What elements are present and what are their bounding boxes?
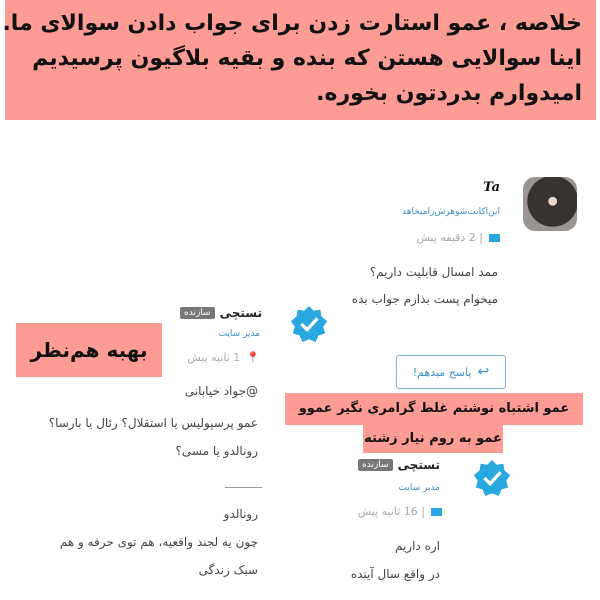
comment-time	[358, 505, 442, 518]
author-subtitle: این‌اکانت‌شوهرش‌رامیخاهد	[401, 207, 500, 217]
reply-button[interactable]	[396, 355, 506, 389]
post-line: ممد امسال قابلیت داریم؟	[369, 265, 498, 279]
summary-line: اینا سوالایی هستن که بنده و بقیه بلاگیون پرسیدیم	[32, 46, 582, 71]
author-name[interactable]: تستچی	[397, 458, 440, 472]
summary-line: خلاصه ، عمو استارت زدن برای جواب دادن سوالای ما.	[2, 11, 582, 36]
comment-header	[180, 302, 262, 321]
author-name[interactable]: Ta	[483, 180, 500, 195]
creator-badge: سازنده	[180, 307, 215, 319]
answer-line: رونالدو	[223, 507, 258, 521]
comment-time	[187, 351, 260, 364]
annotation-note: عمو به روم نیار زشته	[363, 425, 503, 453]
creator-badge: سازنده	[358, 459, 393, 471]
comment-header	[358, 454, 440, 473]
divider	[225, 487, 262, 488]
author-name[interactable]: تستچی	[219, 306, 262, 320]
annotation-note: عمو اشتباه نوشتم غلط گرامری نگیر عموو	[285, 393, 583, 425]
reply-icon: ↩	[477, 364, 490, 380]
verified-badge-icon	[473, 459, 511, 497]
comment-line: رونالدو یا مسی؟	[175, 444, 258, 458]
author-role: مدیر سایت	[398, 483, 440, 493]
post-time	[416, 231, 500, 244]
time-text: 1 ثانیه پیش	[187, 351, 241, 364]
comment-line: اره داریم	[394, 539, 440, 553]
reply-label: پاسخ میدهم!	[412, 365, 472, 379]
annotation-agree: بهبه هم‌نظر	[16, 323, 162, 377]
mention[interactable]: @جواد خیابانی	[184, 384, 258, 398]
summary-banner	[2, 0, 596, 120]
comment-line: در واقع سال آینده	[350, 567, 440, 581]
flag-icon[interactable]	[431, 508, 442, 516]
author-role: مدیر سایت	[218, 329, 260, 339]
flag-icon[interactable]	[489, 234, 500, 242]
time-text: | 2 دقیقه پیش	[416, 231, 483, 244]
avatar[interactable]	[523, 177, 577, 231]
pin-icon: 📍	[246, 351, 260, 364]
summary-line: امیدوارم بدردتون بخوره.	[316, 81, 582, 106]
comment-line: عمو پرسپولیس یا استقلال؟ رئال یا بارسا؟	[48, 416, 258, 430]
time-text: | 16 ثانیه پیش	[357, 505, 425, 518]
verified-badge-icon	[290, 305, 328, 343]
answer-line: سبک زندگی	[198, 563, 258, 577]
post-line: میخوام پست بذارم جواب بده	[351, 292, 498, 306]
answer-line: چون یه لجند واقعیه، هم توی حرفه و هم	[59, 535, 258, 549]
